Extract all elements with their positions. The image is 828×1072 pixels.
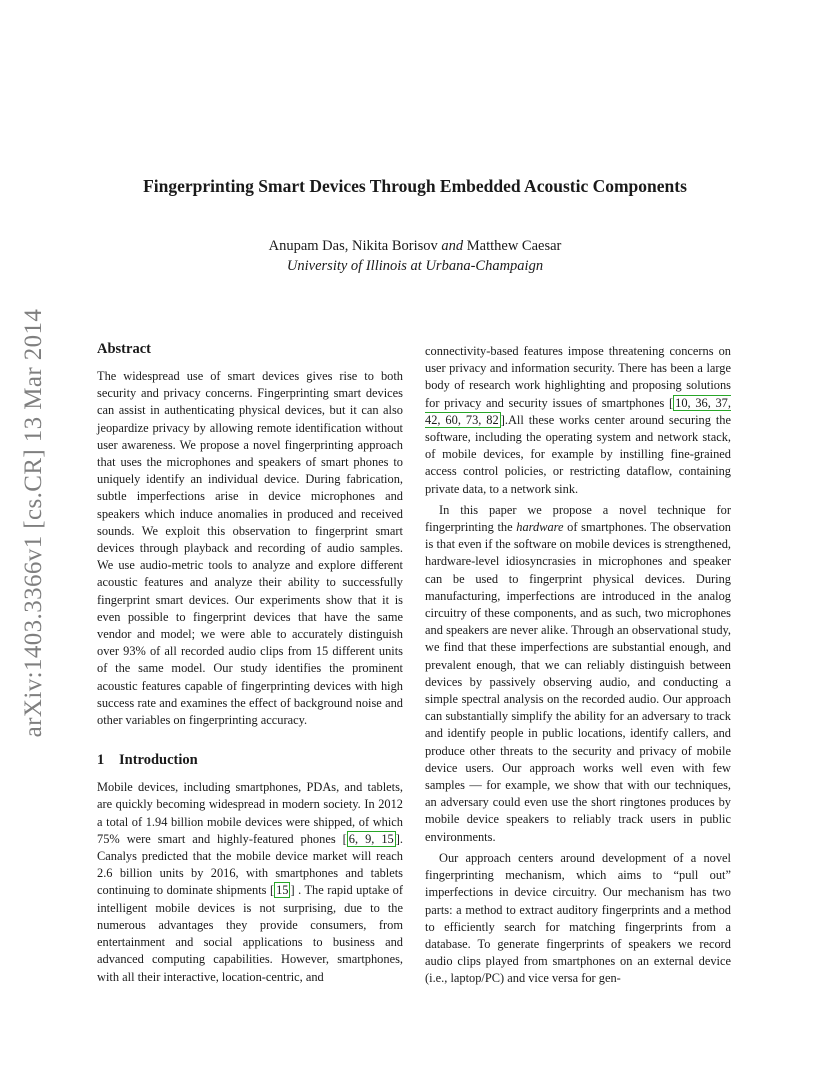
intro-paragraph-1-continued (425, 343, 731, 498)
intro-p1-part-c-continued: connectivity-based features impose threatening concerns on user privacy and information security. There has been a large body of research work highlighting and proposing solutions for privacy and security issues of smartphones (425, 344, 731, 410)
intro-p2-emphasis: hardware (516, 520, 564, 535)
intro-p2-part-a: In this paper we propose a novel technique for fingerprinting the (425, 502, 731, 535)
citation-group-1: [ 6, 9, 15 ] (342, 831, 400, 846)
author-affiliation: University of Illinois at Urbana-Champaign (286, 258, 544, 274)
right-column (425, 343, 731, 988)
author-names (70, 236, 760, 256)
intro-p1-part-d-continued: All these works center around securing the software, including the operating system and network stack, of mobile devices, for example by instilling fine-grained access control policies, or restricting dataflow, containing private data, to a network sink. (425, 412, 731, 496)
author-block (70, 236, 760, 276)
citation-link[interactable]: 6, 9, 15 (348, 831, 394, 846)
intro-section-number: 1 (97, 752, 105, 769)
authors-first: Anupam Das, Nikita Borisov (268, 238, 438, 254)
citation-link[interactable]: 15 (276, 883, 289, 898)
arxiv-side-identifier (14, 288, 54, 758)
intro-paragraph-3: Our approach centers around development of a novel fingerprinting mechanism, which aims to “pull out” imperfections in device circuitry. Our mechanism has two parts: a method to extract auditory fingerprints and a method to efficiently search for matching fingerprints from a database. To generate fingerprints of speakers we record audio clips played from smartphones on an external device (i.e., laptop/PC) and vice versa for gen- (425, 850, 731, 986)
citation-group-3: [ 10, 36, 37, 42, 60, 73, 82 ] (425, 395, 731, 427)
intro-heading (97, 751, 403, 769)
authors-and: and (441, 238, 464, 254)
left-column (97, 340, 403, 986)
intro-p2-part-b: of smartphones. The observation is that even if the software on mobile devices is strengthened, hardware-level idiosyncrasies in microphones and speaker can be used to fingerprint physical devices. During manufacturing, imperfections are introduced in the analog circuitry of these components, and as such, two microphones and speakers are never alike. Through an observational study, we find that these imperfections are substantial enough, and prevalent enough, that we can reliably distinguish between devices by passively observing audio, and conducting a simple spectral analysis on the recorded audio. Our approach can substantially simplify the ability for an adversary to track and identify people in public locations, identify callers, and produce other threats to the security and privacy of mobile device users. Our approach works well even with few samples — for example, we show that with our techniques, an adversary could even use the short ringtones produces by mobile device speakers to reliably track users in public environments. (425, 520, 731, 844)
abstract-text: The widespread use of smart devices gives rise to both security and privacy concerns. Fingerprinting smart devices can assist in authenticating physical devices, but it can also jeopardize privacy by allowing remote identification without user awareness. We propose a novel fingerprinting approach that uses the microphones and speakers of smart phones to uniquely identify an individual device. During fabrication, subtle imperfections arise in device microphones and speakers which induce anomalies in produced and received sounds. We exploit this observation to fingerprint smart devices through playback and recording of audio samples. We use audio-metric tools to analyze and explore different acoustic features and analyze their ability to successfully fingerprint smart devices. Our experiments show that it is even possible to fingerprint devices that have the same vendor and model; we were able to accurately distinguish over 93% of all recorded audio clips from 15 different units of the same model. Our study identifies the prominent acoustic features capable of fingerprinting devices with high success rate and examines the effect of background noise and other variables on fingerprinting accuracy. (97, 369, 403, 728)
intro-p1-part-a: Mobile devices, including smartphones, PDAs, and tablets, are quickly becoming widespread in modern society. In 2012 a total of 1.94 billion mobile devices were shipped, of which 75% were smart and highly-featured phones (97, 780, 403, 846)
citation-link[interactable]: 10, 36, 37, 42, 60, 73, 82 (425, 395, 731, 427)
intro-section-title: Introduction (119, 752, 198, 769)
arxiv-identifier-text: arXiv:1403.3366v1 [cs.CR] 13 Mar 2014 (20, 308, 47, 738)
intro-p1-part-c: . The rapid uptake of intelligent mobile devices is not surprising, due to the numerous advantages they provide consumers, from entertainment and social applications to business and advanced computing capabilities. However, smartphones, with all their interactive, location-centric, and (97, 883, 404, 984)
intro-paragraph-2 (425, 502, 731, 846)
abstract-heading: Abstract (97, 341, 151, 357)
intro-p1-part-d: . (504, 412, 508, 427)
intro-paragraph-1 (97, 779, 403, 985)
paper-title: Fingerprinting Smart Devices Through Embedded Acoustic Components (143, 176, 687, 196)
intro-p1-part-b: . Canalys predicted that the mobile device market will reach 2.6 billion units by 2016, with smartphones and tablets continuing to dominate shipments (97, 831, 403, 898)
authors-last: Matthew Caesar (466, 238, 562, 254)
citation-group-2: [ 15 ] (269, 883, 295, 898)
